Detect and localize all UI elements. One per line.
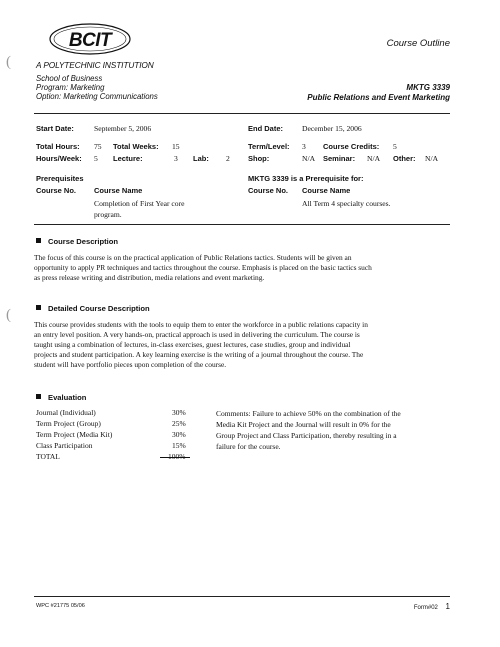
hours-week-label: Hours/Week:: [36, 154, 82, 163]
end-date-value: December 15, 2006: [302, 124, 362, 133]
description-line: opportunity to apply PR techniques and tactics throughout the course. Emphasis is placed on the basic tactics such: [34, 263, 372, 272]
program-name: Program: Marketing: [36, 83, 105, 92]
comment-line: Group Project and Class Participation, thereby resulting in a: [216, 431, 397, 440]
prereq-for-course-name-label: Course Name: [302, 186, 351, 195]
course-description-text: [34, 253, 450, 283]
course-description-title: Course Description: [48, 237, 119, 246]
lecture-label: Lecture:: [113, 154, 143, 163]
document-type: Course Outline: [386, 38, 450, 49]
shop-value: N/A: [302, 154, 316, 163]
other-value: N/A: [425, 154, 439, 163]
svg-text:BCIT: BCIT: [68, 30, 112, 51]
prereq-course-name-line1: Completion of First Year core: [94, 199, 185, 208]
detailed-line: taught using a combination of lectures, in-class exercises, guest lectures, case studies, group and individual: [34, 340, 351, 349]
course-credits-label: Course Credits:: [323, 142, 380, 151]
prereq-course-name-line2: program.: [94, 210, 122, 219]
lab-value: 2: [226, 154, 230, 163]
school-name: School of Business: [36, 74, 103, 83]
scan-mark-middle: (: [6, 307, 11, 323]
hours-week-value: 5: [94, 154, 98, 163]
total-hours-value: 75: [94, 142, 102, 151]
header-rule: [34, 113, 450, 114]
detailed-description-text: [34, 320, 450, 370]
prereq-course-name-label: Course Name: [94, 186, 143, 195]
detailed-line: student will have portfolio pieces upon completion of the course.: [34, 360, 227, 369]
total-hours-label: Total Hours:: [36, 142, 80, 151]
evaluation-item-pct: 30%: [172, 408, 186, 417]
term-level-label: Term/Level:: [248, 142, 290, 151]
prereq-for-course-name: All Term 4 specialty courses.: [302, 199, 391, 208]
bcit-logo: [48, 22, 132, 56]
footer-document-id: WPC #21775 05/06: [36, 603, 85, 609]
evaluation-comments: [216, 408, 401, 452]
prereq-rule: [34, 224, 450, 225]
start-date-value: September 5, 2006: [94, 124, 152, 133]
seminar-label: Seminar:: [323, 154, 356, 163]
section-bullet-icon: [36, 238, 41, 243]
evaluation-item-pct: 15%: [172, 441, 186, 450]
footer-page-info: [414, 602, 450, 611]
footer-form-id: Form#02: [413, 605, 438, 611]
shop-label: Shop:: [248, 154, 270, 163]
detailed-line: projects and student participation. A key learning exercise is the writing of a journal throughout the course. The: [34, 350, 364, 359]
description-line: The focus of this course is on the practical application of Public Relations tactics. Students will be given an: [34, 253, 352, 262]
evaluation-item-pct: 30%: [172, 430, 186, 439]
detailed-line: This course provides students with the tools to equip them to enter the workforce in a public relations capacity in: [34, 320, 368, 329]
seminar-value: N/A: [367, 154, 381, 163]
comment-line: Comments: Failure to achieve 50% on the combination of the: [216, 409, 401, 418]
course-title: Public Relations and Event Marketing: [307, 93, 450, 102]
evaluation-item-label: Class Participation: [36, 441, 93, 450]
term-level-value: 3: [302, 142, 306, 151]
lecture-value: 3: [174, 154, 178, 163]
start-date-label: Start Date:: [36, 124, 74, 133]
total-weeks-label: Total Weeks:: [113, 142, 159, 151]
detailed-description-title: Detailed Course Description: [48, 304, 150, 313]
logo-tagline: A POLYTECHNIC INSTITUTION: [36, 60, 154, 70]
prerequisites-heading: Prerequisites: [36, 174, 84, 183]
evaluation-item-pct: 25%: [172, 419, 186, 428]
option-name: Option: Marketing Communications: [36, 92, 158, 101]
total-weeks-value: 15: [172, 142, 180, 151]
evaluation-heading: [36, 393, 86, 402]
evaluation-item-label: Term Project (Group): [36, 419, 101, 428]
lab-label: Lab:: [193, 154, 209, 163]
evaluation-item-label: Journal (Individual): [36, 408, 96, 417]
comment-line: Media Kit Project and the Journal will result in 0% for the: [216, 420, 391, 429]
detailed-line: an entry level position. A very hands-on, practical approach is used in delivering the curriculum. The course is: [34, 330, 360, 339]
detailed-description-heading: [36, 304, 150, 313]
other-label: Other:: [393, 154, 416, 163]
description-line: as press release writing and distribution, media relations and event marketing.: [34, 273, 265, 282]
evaluation-item-label: Term Project (Media Kit): [36, 430, 113, 439]
course-description-heading: [36, 237, 118, 246]
scan-mark-top: (: [6, 54, 11, 70]
section-bullet-icon: [36, 394, 41, 399]
prereq-course-no-label: Course No.: [36, 186, 77, 195]
course-credits-value: 5: [393, 142, 397, 151]
school-info: [36, 74, 158, 101]
evaluation-total-pct: 100%: [168, 452, 186, 461]
course-heading: [307, 83, 450, 103]
comment-line: failure for the course.: [216, 442, 281, 451]
prerequisite-for-heading: MKTG 3339 is a Prerequisite for:: [248, 174, 364, 183]
evaluation-total-label: TOTAL: [36, 452, 60, 461]
evaluation-title: Evaluation: [48, 393, 87, 402]
footer-rule: [34, 596, 450, 597]
prereq-for-course-no-label: Course No.: [248, 186, 289, 195]
section-bullet-icon: [36, 305, 41, 310]
page-number: 1: [445, 602, 450, 611]
end-date-label: End Date:: [248, 124, 284, 133]
course-code: MKTG 3339: [406, 83, 450, 92]
